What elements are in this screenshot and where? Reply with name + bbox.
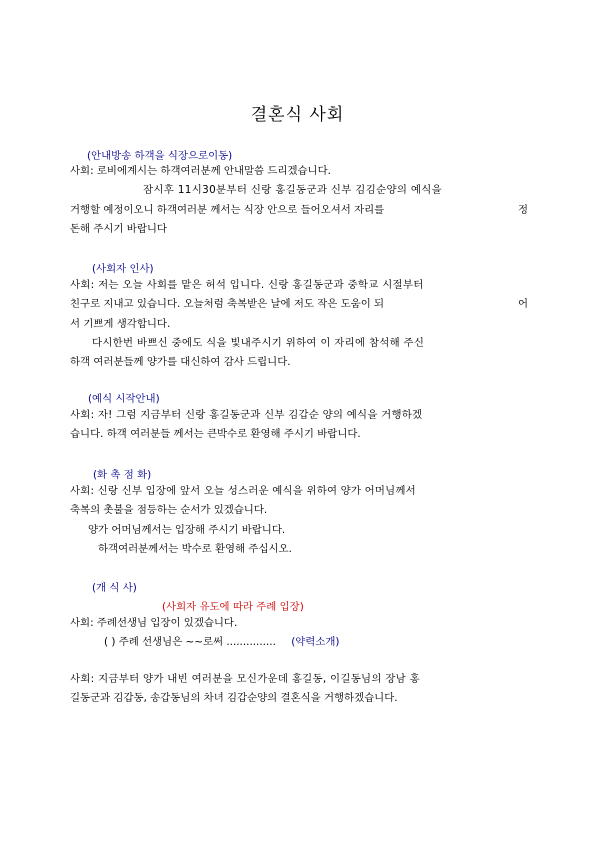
section-heading-ceremony-start: (예식 시작안내) <box>88 393 160 405</box>
paragraph-line: 돈해 주시기 바랍니다 <box>70 222 167 235</box>
section-heading-host-greeting: (사회자 인사) <box>92 263 154 275</box>
paragraph-line: 양가 어머님께서는 입장해 주시기 바랍니다. <box>88 523 286 536</box>
paragraph-line-tail: 어 <box>517 298 528 311</box>
paragraph-line: ( ) 주례 선생님은 ~~로써 ............... <box>104 636 276 649</box>
page-title: 결혼식 사회 <box>250 105 345 125</box>
paragraph-line-row <box>70 633 528 652</box>
paragraph-line: 길동군과 김갑동, 송갑동님의 차녀 김갑순양의 결혼식을 거행하겠습니다. <box>70 692 398 705</box>
paragraph-line: 사회: 주례선생님 입장이 있겠습니다. <box>70 617 238 629</box>
paragraph-line-row <box>70 181 528 200</box>
section-body-opening-address <box>70 614 528 653</box>
section-body-host-greeting <box>70 276 528 372</box>
paragraph-line: 사회: 저는 오늘 사회를 맡은 허석 입니다. 신랑 홍길동군과 중학교 시절부터 <box>70 279 424 291</box>
paragraph-line: 축복의 촛불을 점등하는 순서가 있겠습니다. <box>70 504 268 517</box>
paragraph-line: 잠시후 11시30분부터 신랑 홍길동군과 신부 김김순양의 예식을 <box>143 184 443 197</box>
paragraph-line-tail: 정 <box>517 203 528 216</box>
paragraph-line: 사회: 지금부터 양가 내빈 여러분을 모신가운데 홍길동, 이길동님의 장남 홍 <box>70 673 420 685</box>
paragraph-line: 친구로 지내고 있습니다. 오늘처럼 축복받은 날에 저도 작은 도움이 되 <box>70 298 385 311</box>
section-body-candle-lighting <box>70 482 528 559</box>
paragraph-line: 사회: 신랑 신부 입장에 앞서 오늘 성스러운 예식을 위하여 양가 어머님께서 <box>70 485 416 497</box>
paragraph-line: 하객여러분께서는 박수로 환영해 주십시오. <box>98 542 292 555</box>
section-body-declaration <box>70 670 528 709</box>
paragraph-line: 사회: 자! 그럼 지금부터 신랑 홍길동군과 신부 김갑순 양의 예식을 거행하겠 <box>70 409 423 421</box>
section-body-announcement <box>70 162 528 239</box>
section-body-ceremony-start <box>70 406 528 445</box>
paragraph-line-row <box>70 295 528 314</box>
paragraph-line: 서 기쁘게 생각합니다. <box>70 317 171 330</box>
paragraph-line: 하객 여러분들께 양가를 대신하여 감사 드립니다. <box>70 356 291 369</box>
stage-direction: (사회자 유도에 따라 주례 입장) <box>162 601 304 613</box>
bio-note: (약력소개) <box>291 636 340 649</box>
paragraph-line-row <box>70 201 528 220</box>
section-heading-announcement: (안내방송 하객을 식장으로이동) <box>87 150 233 162</box>
paragraph-line: 거행할 예정이오니 하객여러분 께서는 식장 안으로 들어오셔서 자리를 <box>70 203 385 216</box>
paragraph-line: 습니다. 하객 여러분들 께서는 큰박수로 환영해 주시기 바랍니다. <box>70 428 361 441</box>
paragraph-line: 다시한번 바쁘신 중에도 식을 빛내주시기 위하여 이 자리에 참석해 주신 <box>92 336 425 349</box>
section-heading-candle-lighting: (화 촉 점 화) <box>93 469 152 481</box>
paragraph-line: 사회: 로비에계시는 하객여러분께 안내말씀 드리겠습니다. <box>70 165 331 177</box>
section-heading-opening-address: (개 식 사) <box>92 582 137 594</box>
